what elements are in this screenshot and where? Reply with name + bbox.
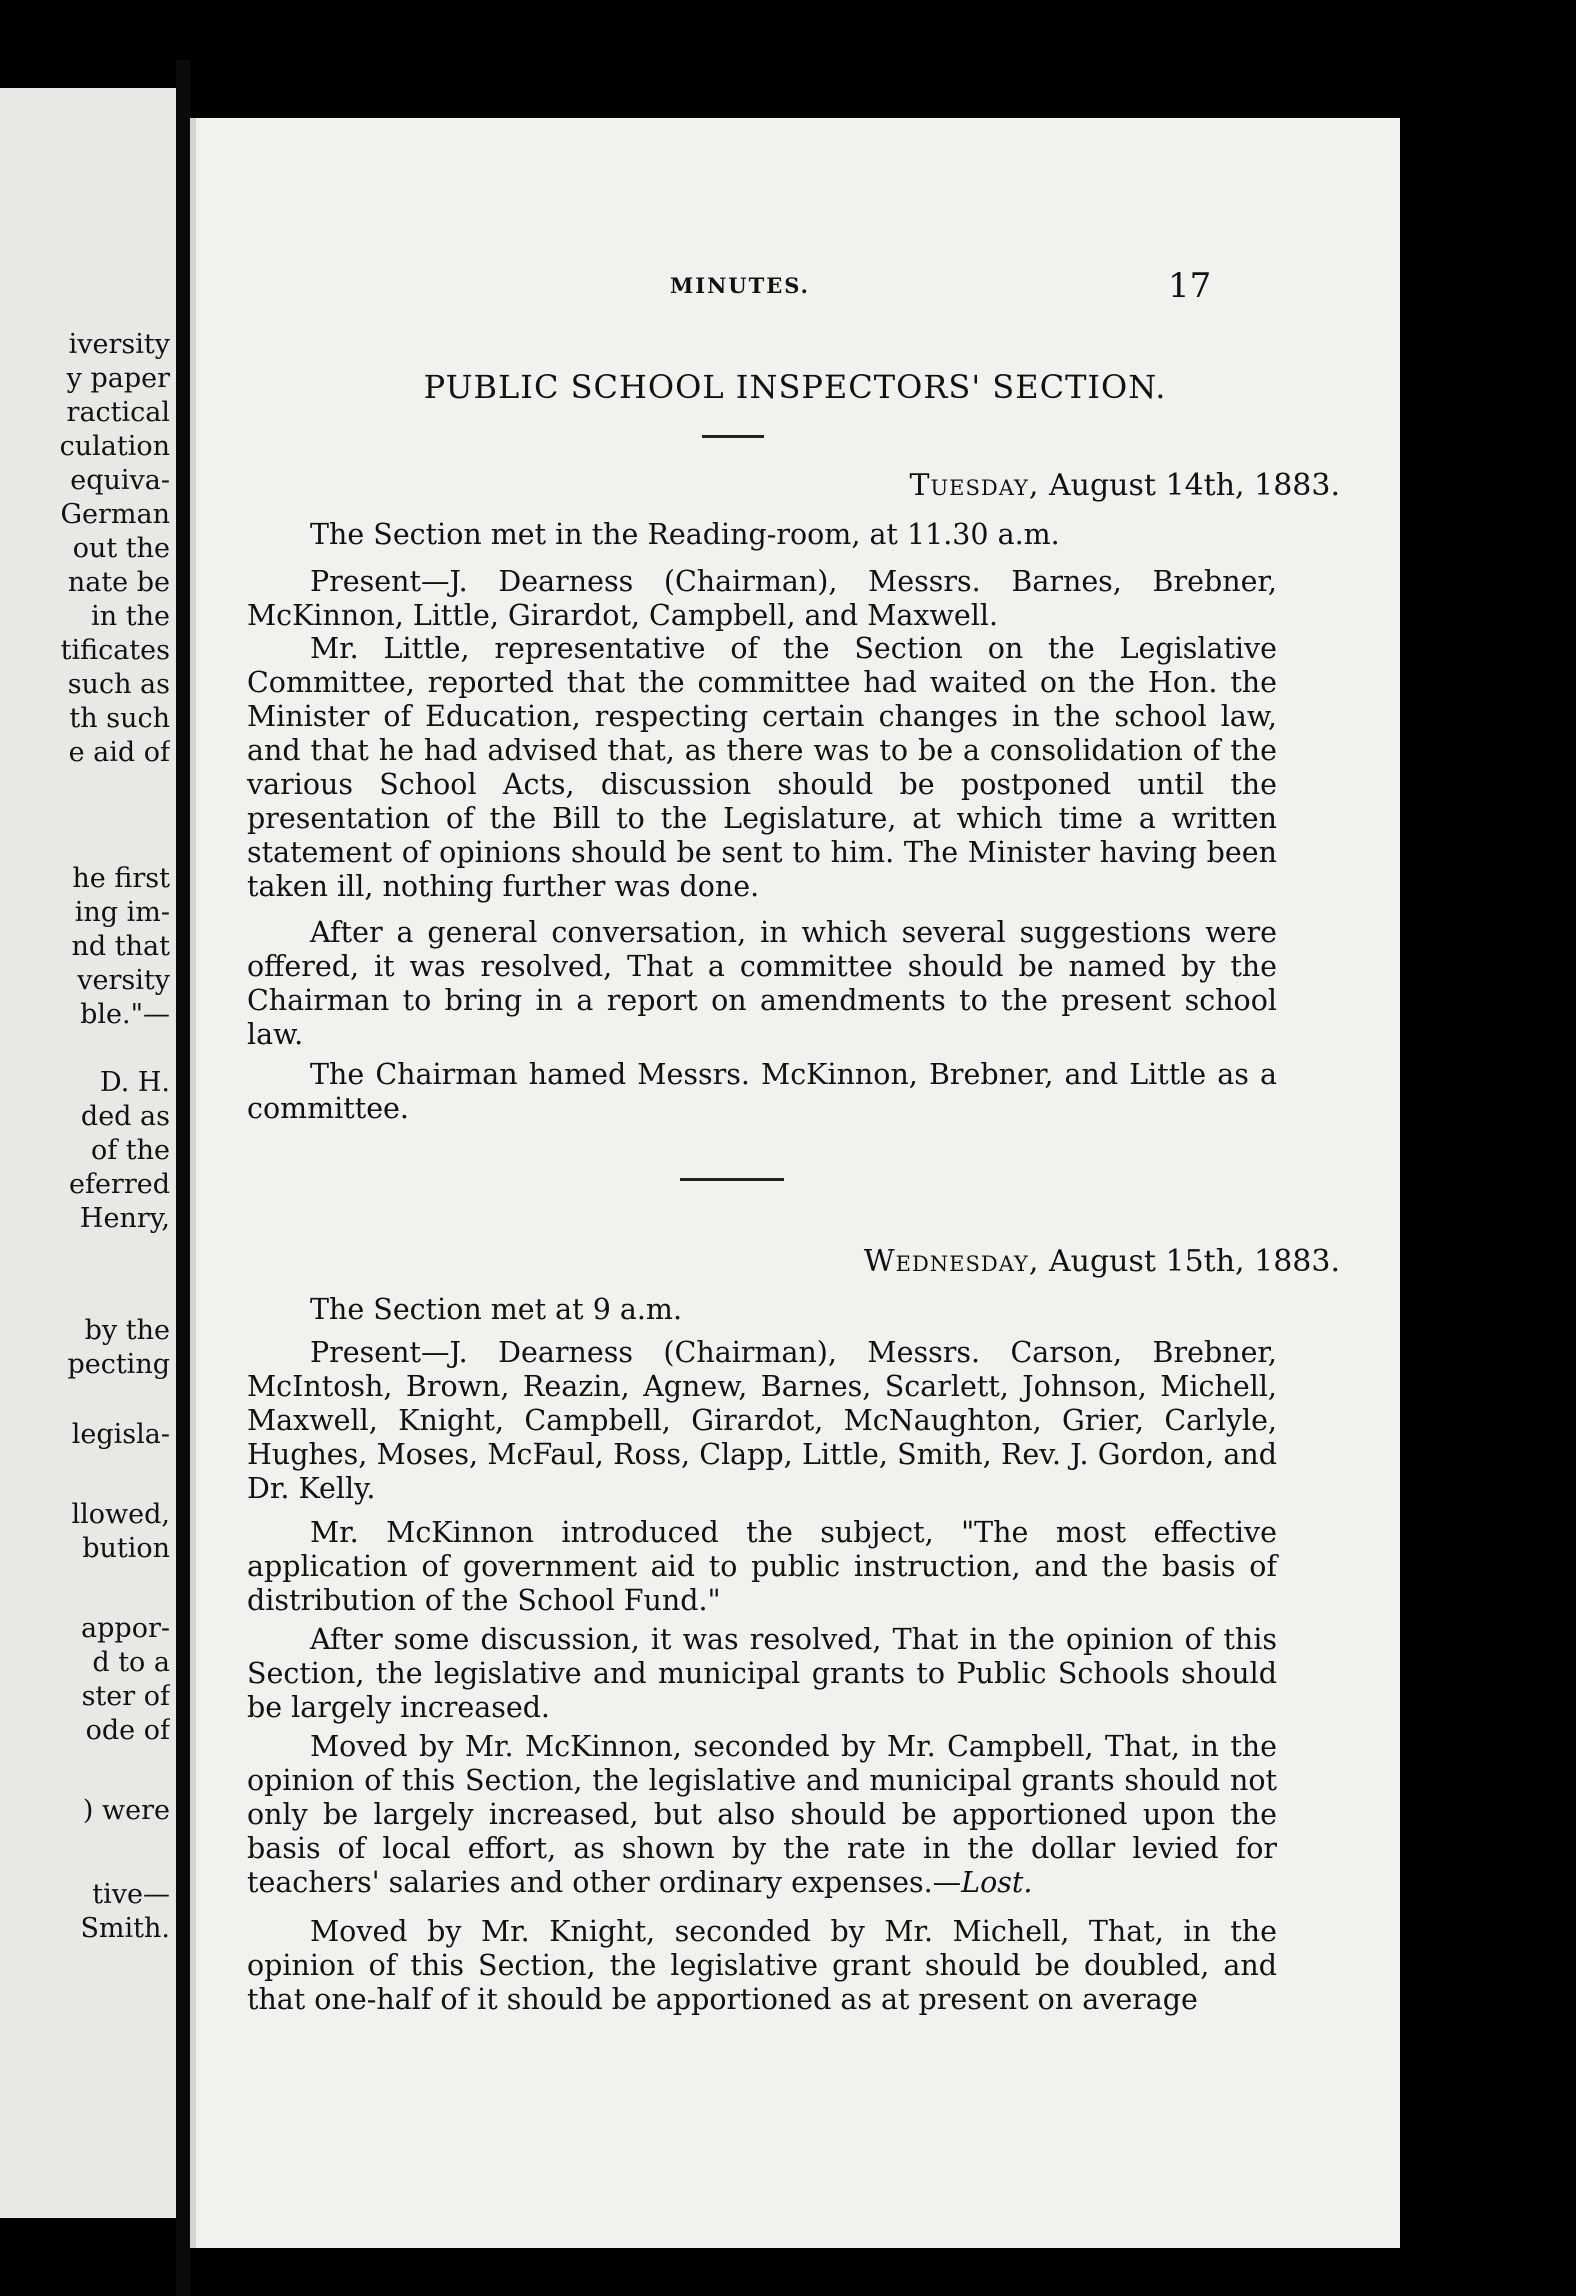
paragraph: Mr. McKinnon introduced the subject, "The most effective application of government aid to public instruction, and the basis of distribution of the School Fund." [247,1516,1277,1617]
meeting-date [864,1244,1340,1279]
left-line: ble."— [80,999,170,1030]
left-line: by the [84,1315,170,1346]
left-line: tive— [92,1879,170,1910]
left-line: d to a [92,1647,170,1678]
left-line: such as [67,669,170,700]
left-line: out the [72,533,170,564]
left-line: nd that [71,931,170,962]
left-line: pecting [67,1349,170,1380]
left-line: German [60,499,170,530]
paragraph-text: Moved by Mr. McKinnon, seconded by Mr. Campbell, That, in the opinion of this Section, the legislative and municipal grants should not only be largely increased, but also should be apportioned upon the basis of local effort, as shown by the rate in the dollar levied for teachers' salaries and other ordinary expenses.— [247,1730,1277,1899]
page-gutter [176,60,190,2296]
left-line: ster of [81,1681,170,1712]
meeting-date [909,468,1340,503]
left-line: culation [59,431,170,462]
meeting-day: Wednesday, [863,1244,1040,1279]
left-line: iversity [68,329,170,360]
left-line: ) were [82,1795,170,1826]
left-line: D. H. [100,1067,170,1098]
left-line: ded as [80,1101,170,1132]
left-line: y paper [66,363,170,394]
left-line: Smith. [80,1913,170,1944]
left-line: tificates [60,635,170,666]
lost-label: Lost. [961,1866,1033,1899]
left-line: ode of [85,1715,170,1746]
left-line: e aid of [68,737,170,768]
left-line: he first [72,863,170,894]
paragraph: Present—J. Dearness (Chairman), Messrs. Carson, Brebner, McIntosh, Brown, Reazin, Agnew, Barnes, Scarlett, Johnson, Michell, Maxwell, Knight, Campbell, Girardot, McNaughton, Grier, Carlyle, Hughes, Moses, McFaul, Ross, Clapp, Little, Smith, Rev. J. Gordon, and Dr. Kelly. [247,1336,1277,1505]
meeting-day: Tuesday, [909,468,1040,503]
meeting-date-text: August 14th, 1883. [1048,468,1340,503]
left-line: bution [82,1533,170,1564]
left-line: eferred [68,1169,170,1200]
paragraph: The Section met in the Reading-room, at 11.30 a.m. [310,518,1060,551]
paragraph: Present—J. Dearness (Chairman), Messrs. Barnes, Brebner, McKinnon, Little, Girardot, Campbell, and Maxwell. [247,565,1277,632]
running-head: MINUTES. [670,273,810,298]
left-line: versity [77,965,170,996]
left-line: equiva- [70,465,170,496]
page-number: 17 [1168,266,1212,306]
meeting-date-text: August 15th, 1883. [1048,1244,1340,1279]
paragraph: The Chairman hamed Messrs. McKinnon, Brebner, and Little as a committee. [247,1058,1277,1125]
left-line: th such [69,703,170,734]
left-line: Henry, [79,1203,170,1234]
paragraph: After a general conversation, in which several suggestions were offered, it was resolved, That a committee should be named by the Chairman to bring in a report on amendments to the present school law. [247,916,1277,1051]
left-line: of the [90,1135,170,1166]
main-page [190,118,1400,2248]
left-line: llowed, [71,1499,170,1530]
left-line: legisla- [71,1419,170,1450]
left-page-fragment [0,88,176,2218]
left-line: in the [91,601,170,632]
left-line: nate be [67,567,170,598]
paragraph: After some discussion, it was resolved, That in the opinion of this Section, the legislative and municipal grants to Public Schools should be largely increased. [247,1623,1277,1724]
title-rule [702,435,764,438]
section-title: PUBLIC SCHOOL INSPECTORS' SECTION. [423,368,1167,406]
paragraph: Mr. Little, representative of the Section on the Legislative Committee, reported that the committee had waited on the Hon. the Minister of Education, respecting certain changes in the school law, and that he had advised that, as there was to be a consolidation of the various School Acts, discussion should be postponed until the presentation of the Bill to the Legislature, at which time a written statement of opinions should be sent to him. The Minister having been taken ill, nothing further was done. [247,632,1277,903]
left-line: ing im- [74,897,170,928]
paragraph: The Section met at 9 a.m. [310,1293,683,1326]
section-rule [680,1178,784,1181]
paragraph: Moved by Mr. Knight, seconded by Mr. Michell, That, in the opinion of this Section, the legislative grant should be doubled, and that one-half of it should be apportioned as at present on average [247,1915,1277,2016]
left-line: ractical [66,397,170,428]
left-line: appor- [81,1613,170,1644]
paragraph-lost [247,1730,1277,1900]
